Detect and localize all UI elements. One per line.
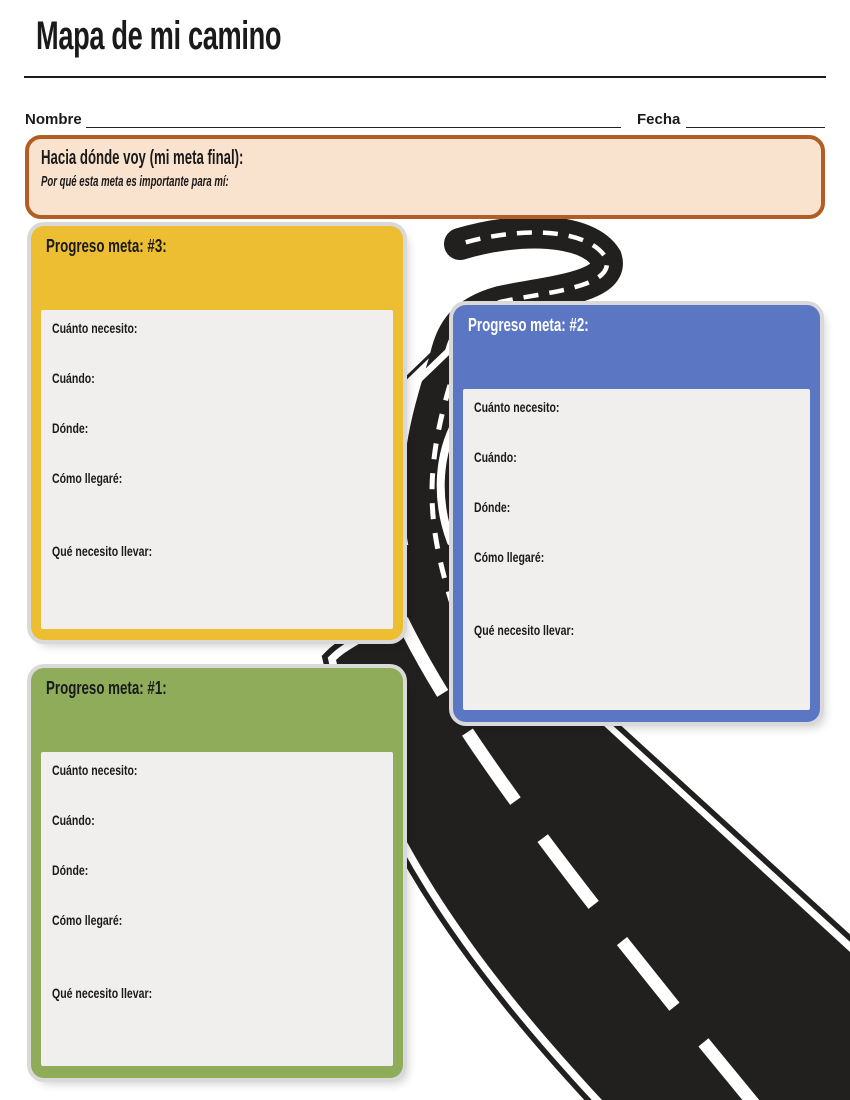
progress-box-1-title: Progreso meta: #1: [46,678,167,698]
progress-box-3 [31,226,403,640]
field-label-where: Dónde: [474,500,511,515]
progress-box-2-writing-area[interactable] [463,389,810,710]
field-label-when: Cuándo: [52,813,95,828]
final-goal-heading: Hacia dónde voy (mi meta final): [41,147,244,169]
field-label-how-arrive: Cómo llegaré: [52,913,123,928]
progress-box-3-writing-area[interactable] [41,310,393,629]
progress-box-2-title: Progreso meta: #2: [468,315,589,335]
field-label-when: Cuándo: [474,450,517,465]
field-label-what-bring: Qué necesito llevar: [52,986,153,1001]
field-label-how-arrive: Cómo llegaré: [52,471,123,486]
final-goal-box[interactable] [25,135,825,219]
field-label-where: Dónde: [52,421,89,436]
name-label: Nombre [25,111,82,128]
field-label-how-much: Cuánto necesito: [52,763,138,778]
progress-box-1 [31,668,403,1078]
field-label-how-arrive: Cómo llegaré: [474,550,545,565]
progress-box-2 [453,305,820,722]
progress-box-3-title: Progreso meta: #3: [46,236,167,256]
field-label-what-bring: Qué necesito llevar: [474,623,575,638]
field-label-how-much: Cuánto necesito: [52,321,138,336]
field-label-what-bring: Qué necesito llevar: [52,544,153,559]
date-label: Fecha [637,111,681,128]
field-label-how-much: Cuánto necesito: [474,400,560,415]
final-goal-subheading: Por qué esta meta es importante para mí: [41,174,229,190]
progress-box-1-writing-area[interactable] [41,752,393,1066]
field-label-when: Cuándo: [52,371,95,386]
page-title: Mapa de mi camino [36,14,282,58]
field-label-where: Dónde: [52,863,89,878]
